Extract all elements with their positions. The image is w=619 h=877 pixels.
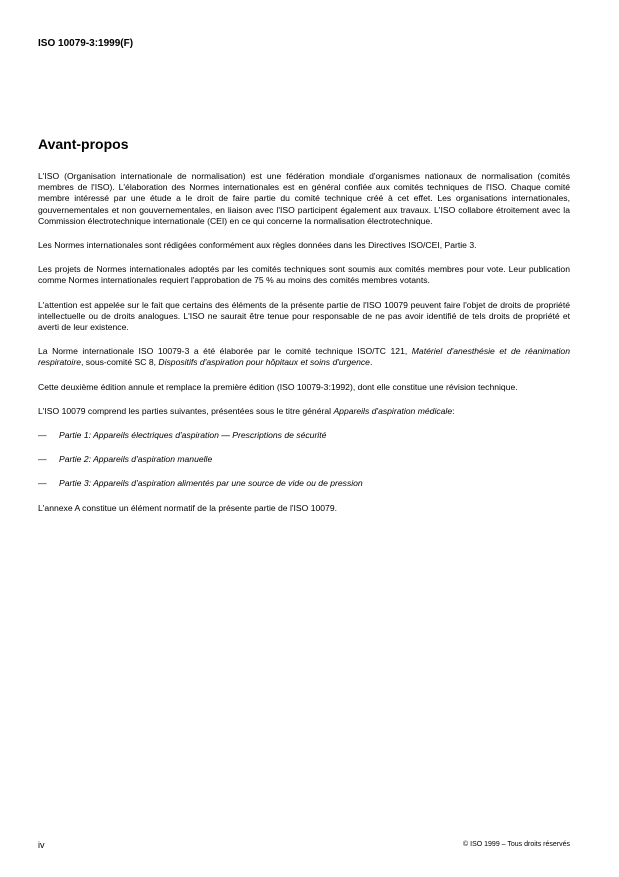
list-item-text: Partie 3: Appareils d'aspiration alimentés par une source de vide ou de pression xyxy=(59,478,363,489)
paragraph-7 xyxy=(38,406,570,417)
list-dash: — xyxy=(38,478,47,489)
list-dash: — xyxy=(38,454,47,465)
p7-general-title: Appareils d'aspiration médicale xyxy=(333,405,453,416)
paragraph-3: Les projets de Normes internationales adoptés par les comités techniques sont soumis aux comités membres pour vote. Leur publication comme Normes internationales requiert l'approbation de 75 % au moins des comités membres votants. xyxy=(38,264,570,286)
p7-text-a: L'ISO 10079 comprend les parties suivantes, présentées sous le titre général xyxy=(38,405,334,416)
p5-text-a: La Norme internationale ISO 10079-3 a été élaborée par le comité technique ISO/TC 121, xyxy=(38,346,412,357)
document-id: ISO 10079-3:1999(F) xyxy=(38,38,134,49)
list-item xyxy=(38,430,570,441)
p5-subcommittee-title: Dispositifs d'aspiration pour hôpitaux et soins d'urgence xyxy=(158,357,370,368)
page-title: Avant-propos xyxy=(38,136,129,152)
paragraph-8: L'annexe A constitue un élément normatif de la présente partie de l'ISO 10079. xyxy=(38,502,338,513)
paragraph-5 xyxy=(38,346,570,368)
p5-text-e: . xyxy=(369,357,373,368)
p7-text-c: : xyxy=(452,405,455,416)
list-item-text: Partie 1: Appareils électriques d'aspiration — Prescriptions de sécurité xyxy=(59,430,327,441)
paragraph-4: L'attention est appelée sur le fait que certains des éléments de la présente partie de l'ISO 10079 peuvent faire l'objet de droits de propriété intellectuelle ou de droits analogues. L'ISO ne saurait être tenue pour responsable de ne pas avoir identifié de tels droits de propriété et averti de leur existence. xyxy=(38,299,570,333)
p5-committee-title: Matériel d'anesthésie et de réanimation respiratoire xyxy=(38,346,570,368)
list-item xyxy=(38,478,570,489)
foreword-body xyxy=(38,171,570,527)
copyright-notice: © ISO 1999 – Tous droits réservés xyxy=(463,841,570,848)
paragraph-2: Les Normes internationales sont rédigées conformément aux règles données dans les Directives ISO/CEI, Partie 3. xyxy=(38,240,477,251)
list-item xyxy=(38,454,570,465)
paragraph-6: Cette deuxième édition annule et remplace la première édition (ISO 10079-3:1992), dont elle constitue une révision technique. xyxy=(38,381,518,392)
page-number: iv xyxy=(38,840,45,850)
list-item-text: Partie 2: Appareils d'aspiration manuelle xyxy=(59,454,213,465)
p5-text-c: , sous-comité SC 8, xyxy=(81,357,159,368)
paragraph-1: L'ISO (Organisation internationale de normalisation) est une fédération mondiale d'organismes nationaux de normalisation (comités membres de l'ISO). L'élaboration des Normes internationales est en général confiée aux comités techniques de l'ISO. Chaque comité membre intéressé par une étude a le droit de faire partie du comité technique créé à cet effet. Les organisations internationales, gouvernementales et non gouvernementales, en liaison avec l'ISO participent également aux travaux. L'ISO collabore étroitement avec la Commission électrotechnique internationale (CEI) en ce qui concerne la normalisation électrotechnique. xyxy=(38,171,570,226)
list-dash: — xyxy=(38,430,47,441)
